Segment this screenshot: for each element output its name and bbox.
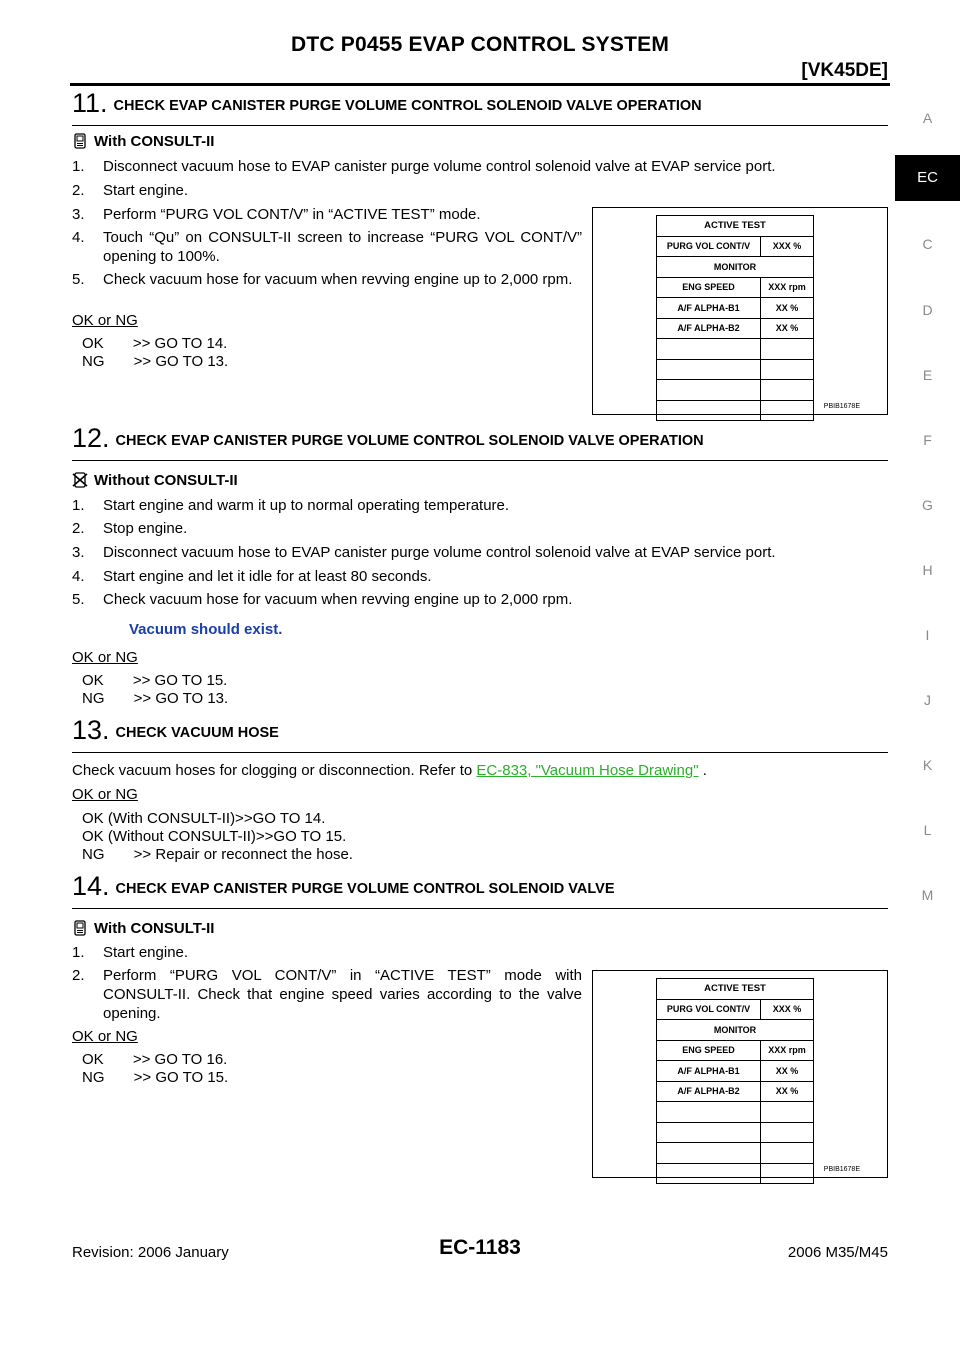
page-number: EC-1183 xyxy=(439,1236,521,1259)
step-number: 3. xyxy=(72,206,85,223)
result-ok: OK >> GO TO 16. xyxy=(82,1051,228,1068)
consult-mode-label xyxy=(72,920,214,937)
empty-cell xyxy=(760,1163,813,1184)
table-row: A/F ALPHA-B2 xyxy=(657,1081,761,1102)
ok-or-ng-label: OK or NG xyxy=(72,312,138,329)
list-item xyxy=(72,205,582,224)
tab-l[interactable]: L xyxy=(923,822,932,838)
tab-a[interactable]: A xyxy=(922,110,933,126)
purg-value: XXX % xyxy=(760,999,813,1020)
figure-id: PBIB1678E xyxy=(823,403,860,410)
engine-code: [VK45DE] xyxy=(801,60,888,81)
step-number: 1. xyxy=(72,497,85,514)
section-title: CHECK VACUUM HOSE xyxy=(115,725,279,741)
tab-j[interactable]: J xyxy=(924,692,931,708)
table-cell: XXX rpm xyxy=(760,277,813,298)
step-text: Start engine and warm it up to normal operating temperature. xyxy=(103,497,510,514)
step-number: 5. xyxy=(72,591,85,608)
tab-k[interactable]: K xyxy=(922,757,933,773)
step-number: 2. xyxy=(72,967,85,984)
table-row: ENG SPEED xyxy=(657,277,761,298)
empty-cell xyxy=(657,1143,761,1164)
consult-screen-figure xyxy=(592,207,888,415)
step-number: 3. xyxy=(72,544,85,561)
list-item xyxy=(72,519,862,538)
step-text: Start engine and let it idle for at least 80 seconds. xyxy=(103,568,432,585)
table-cell: XX % xyxy=(760,1061,813,1082)
consult-tool-icon xyxy=(72,133,88,149)
header-rule xyxy=(70,83,890,86)
section-number: 14. xyxy=(72,871,110,901)
table-cell: XX % xyxy=(760,1081,813,1102)
table-row: ENG SPEED xyxy=(657,1040,761,1061)
step-number: 2. xyxy=(72,182,85,199)
tab-m[interactable]: M xyxy=(921,887,934,903)
empty-cell xyxy=(760,1102,813,1123)
ok-or-ng-label: OK or NG xyxy=(72,1028,138,1045)
consult-tool-icon xyxy=(72,920,88,936)
step-text: Check vacuum hose for vacuum when revving engine up to 2,000 rpm. xyxy=(103,591,573,608)
step-number: 2. xyxy=(72,520,85,537)
result-ok-without-consult: OK (Without CONSULT-II)>>GO TO 15. xyxy=(82,828,347,845)
purg-label: PURG VOL CONT/V xyxy=(657,236,761,257)
section-11-heading xyxy=(72,88,888,126)
purg-label: PURG VOL CONT/V xyxy=(657,999,761,1020)
table-row: A/F ALPHA-B1 xyxy=(657,1061,761,1082)
page-title: DTC P0455 EVAP CONTROL SYSTEM xyxy=(290,33,670,56)
result-ng: NG >> GO TO 13. xyxy=(82,353,229,370)
empty-cell xyxy=(760,380,813,401)
empty-cell xyxy=(657,1102,761,1123)
empty-cell xyxy=(657,339,761,360)
empty-cell xyxy=(760,339,813,360)
table-cell: XX % xyxy=(760,318,813,339)
step-text: Perform “PURG VOL CONT/V” in “ACTIVE TEST” mode with CONSULT-II. Check that engine speed varies according to the valve opening. xyxy=(103,967,582,1022)
consult-screen-figure xyxy=(592,970,888,1178)
step-text: Stop engine. xyxy=(103,520,188,537)
step-text: Perform “PURG VOL CONT/V” in “ACTIVE TEST” mode. xyxy=(103,206,481,223)
list-item xyxy=(72,228,582,266)
empty-cell xyxy=(657,400,761,421)
result-ok: OK >> GO TO 15. xyxy=(82,672,228,689)
table-row: A/F ALPHA-B1 xyxy=(657,298,761,319)
list-item xyxy=(72,567,862,586)
tab-d[interactable]: D xyxy=(922,302,933,318)
step-text: Disconnect vacuum hose to EVAP canister purge volume control solenoid valve at EVAP service port. xyxy=(103,158,776,175)
list-item xyxy=(72,270,582,308)
mode-text: With CONSULT-II xyxy=(94,133,215,150)
section-12-heading xyxy=(72,423,888,461)
result-ng: NG >> GO TO 15. xyxy=(82,1069,229,1086)
table-cell: XXX rpm xyxy=(760,1040,813,1061)
step-number: 4. xyxy=(72,568,85,585)
step-text: Start engine. xyxy=(103,944,189,961)
consult-mode-label xyxy=(72,133,214,150)
step-number: 4. xyxy=(72,229,85,246)
table-row: A/F ALPHA-B2 xyxy=(657,318,761,339)
tab-g[interactable]: G xyxy=(922,497,933,513)
vacuum-hose-drawing-link[interactable]: EC-833, "Vacuum Hose Drawing" xyxy=(476,762,699,779)
consult-mode-label xyxy=(72,472,238,489)
step-number: 5. xyxy=(72,271,85,288)
list-item xyxy=(72,590,862,609)
tab-i[interactable]: I xyxy=(925,627,930,643)
tab-e[interactable]: E xyxy=(922,367,933,383)
no-consult-icon xyxy=(72,472,88,488)
section-title: CHECK EVAP CANISTER PURGE VOLUME CONTROL SOLENOID VALVE OPERATION xyxy=(115,433,704,449)
mode-text: Without CONSULT-II xyxy=(94,472,238,489)
step-number: 1. xyxy=(72,944,85,961)
section-13-heading xyxy=(72,715,888,753)
section-number: 11. xyxy=(72,88,108,118)
active-test-header: ACTIVE TEST xyxy=(657,979,814,1000)
list-item xyxy=(72,181,582,200)
paragraph-text: Check vacuum hoses for clogging or disconnection. Refer to xyxy=(72,762,477,779)
list-item xyxy=(72,943,582,962)
tab-f[interactable]: F xyxy=(923,432,932,448)
active-test-header: ACTIVE TEST xyxy=(657,216,814,237)
section-title: CHECK EVAP CANISTER PURGE VOLUME CONTROL SOLENOID VALVE xyxy=(115,881,615,897)
section-title: CHECK EVAP CANISTER PURGE VOLUME CONTROL SOLENOID VALVE OPERATION xyxy=(113,98,702,114)
footer-revision: Revision: 2006 January xyxy=(72,1244,229,1261)
step-text: Start engine. xyxy=(103,182,189,199)
footer-model: 2006 M35/M45 xyxy=(787,1244,888,1261)
section-14-heading xyxy=(72,871,888,909)
tab-c[interactable]: C xyxy=(922,236,933,252)
purg-value: XXX % xyxy=(760,236,813,257)
ok-or-ng-label: OK or NG xyxy=(72,649,138,666)
step-text: Disconnect vacuum hose to EVAP canister purge volume control solenoid valve at EVAP service port. xyxy=(103,544,776,561)
step-text: Check vacuum hose for vacuum when revving engine up to 2,000 rpm. xyxy=(103,271,573,288)
empty-cell xyxy=(657,359,761,380)
empty-cell xyxy=(657,380,761,401)
empty-cell xyxy=(760,400,813,421)
active-test-table xyxy=(656,978,814,1184)
empty-cell xyxy=(657,1163,761,1184)
step-text: Touch “Qu” on CONSULT-II screen to increase “PURG VOL CONT/V” opening to 100%. xyxy=(103,229,582,265)
monitor-header: MONITOR xyxy=(657,1020,814,1041)
table-cell: XX % xyxy=(760,298,813,319)
empty-cell xyxy=(760,1122,813,1143)
monitor-header: MONITOR xyxy=(657,257,814,278)
tab-h[interactable]: H xyxy=(922,562,933,578)
paragraph-text: . xyxy=(698,762,707,779)
specification-text: Vacuum should exist. xyxy=(129,621,283,638)
list-item xyxy=(72,966,582,1023)
ok-or-ng-label: OK or NG xyxy=(72,786,138,803)
section-13-text xyxy=(72,762,707,780)
empty-cell xyxy=(760,1143,813,1164)
list-item xyxy=(72,543,862,562)
result-ok: OK >> GO TO 14. xyxy=(82,335,228,352)
figure-id: PBIB1678E xyxy=(823,1166,860,1173)
mode-text: With CONSULT-II xyxy=(94,920,215,937)
result-ng: NG >> GO TO 13. xyxy=(82,690,229,707)
result-ng: NG >> Repair or reconnect the hose. xyxy=(82,846,353,863)
result-ok-with-consult: OK (With CONSULT-II)>>GO TO 14. xyxy=(82,810,326,827)
tab-ec[interactable]: EC xyxy=(895,155,960,201)
section-tabs xyxy=(895,0,960,1358)
section-number: 12. xyxy=(72,423,110,453)
section-number: 13. xyxy=(72,715,110,745)
list-item xyxy=(72,157,862,176)
step-number: 1. xyxy=(72,158,85,175)
list-item xyxy=(72,496,862,515)
empty-cell xyxy=(760,359,813,380)
active-test-table xyxy=(656,215,814,421)
empty-cell xyxy=(657,1122,761,1143)
